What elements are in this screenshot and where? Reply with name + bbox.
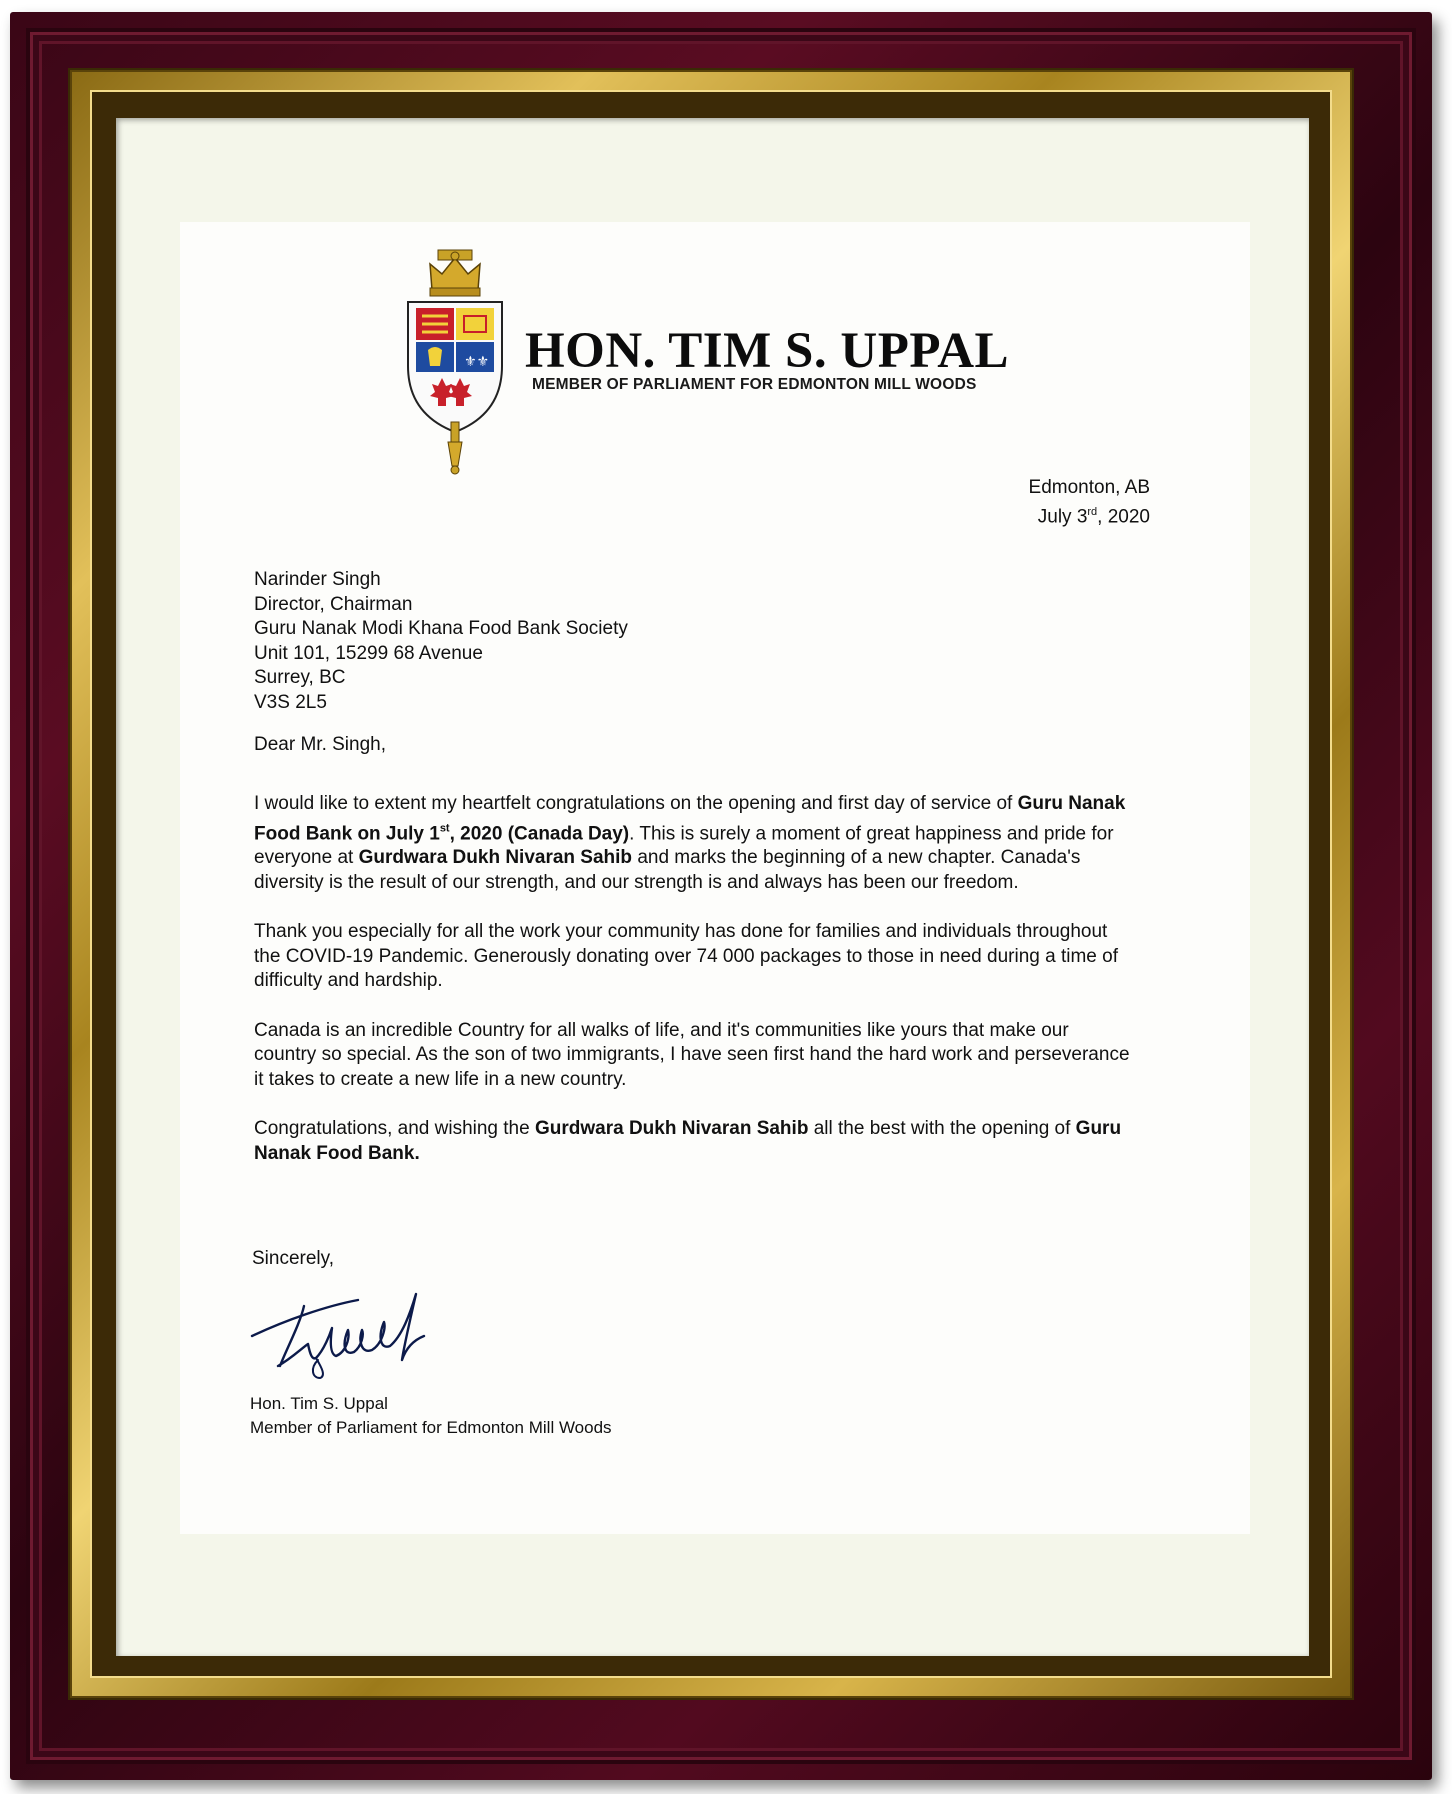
dateline-date — [1029, 500, 1150, 529]
paragraph-3: Canada is an incredible Country for all walks of life, and it's communities like yours that make our country so special. As the son of two immigrants, I have seen first hand the hard work and perseverance it takes to create a new life in a new country. — [254, 1019, 1130, 1090]
letterhead-subtitle: MEMBER OF PARLIAMENT FOR EDMONTON MILL WOODS — [532, 376, 977, 393]
recipient-title: Director, Chairman — [254, 593, 413, 615]
signer-name: Hon. Tim S. Uppal — [250, 1394, 388, 1413]
signer-title: Member of Parliament for Edmonton Mill Woods — [250, 1418, 612, 1437]
svg-text:⚜⚜: ⚜⚜ — [464, 354, 490, 370]
date-text: July 3 — [1037, 506, 1088, 528]
date-year: , 2020 — [1097, 506, 1150, 528]
letter-body — [254, 792, 1134, 1191]
recipient-address — [254, 568, 628, 715]
dateline — [1029, 476, 1150, 529]
closing: Sincerely, — [252, 1248, 335, 1269]
recipient-postal: V3S 2L5 — [254, 691, 327, 713]
salutation: Dear Mr. Singh, — [254, 734, 386, 755]
date-ordinal: rd — [1087, 506, 1098, 518]
letterhead-name: HON. TIM S. UPPAL — [525, 323, 1010, 379]
recipient-organization: Guru Nanak Modi Khana Food Bank Society — [254, 618, 628, 639]
parliament-crest-icon — [400, 246, 510, 476]
dateline-place: Edmonton, AB — [1028, 477, 1150, 498]
handwritten-signature — [246, 1284, 486, 1380]
paragraph-1: I would like to extent my heartfelt congratulations on the opening and first day of service of Guru Nanak Food Bank on July 1st, 2020 (Canada Day). This is surely a moment of great happiness and pride for everyone at Gurdwara Dukh Nivaran Sahib and marks the beginning of a new chapter. Canada's diversity is the result of our strength, and our strength is and always has been our freedom. — [254, 793, 1126, 893]
letter-page — [180, 222, 1250, 1534]
recipient-street: Unit 101, 15299 68 Avenue — [254, 642, 483, 664]
signer-block — [250, 1392, 612, 1440]
paragraph-2: Thank you especially for all the work your community has done for families and individuals throughout the COVID-19 Pandemic. Generously donating over 74 000 packages to those in need during a time of difficulty and hardship. — [254, 921, 1118, 992]
recipient-city: Surrey, BC — [254, 667, 346, 688]
paragraph-4: Congratulations, and wishing the Gurdwara Dukh Nivaran Sahib all the best with the opening of Guru Nanak Food Bank. — [254, 1118, 1122, 1164]
recipient-name: Narinder Singh — [254, 569, 381, 590]
